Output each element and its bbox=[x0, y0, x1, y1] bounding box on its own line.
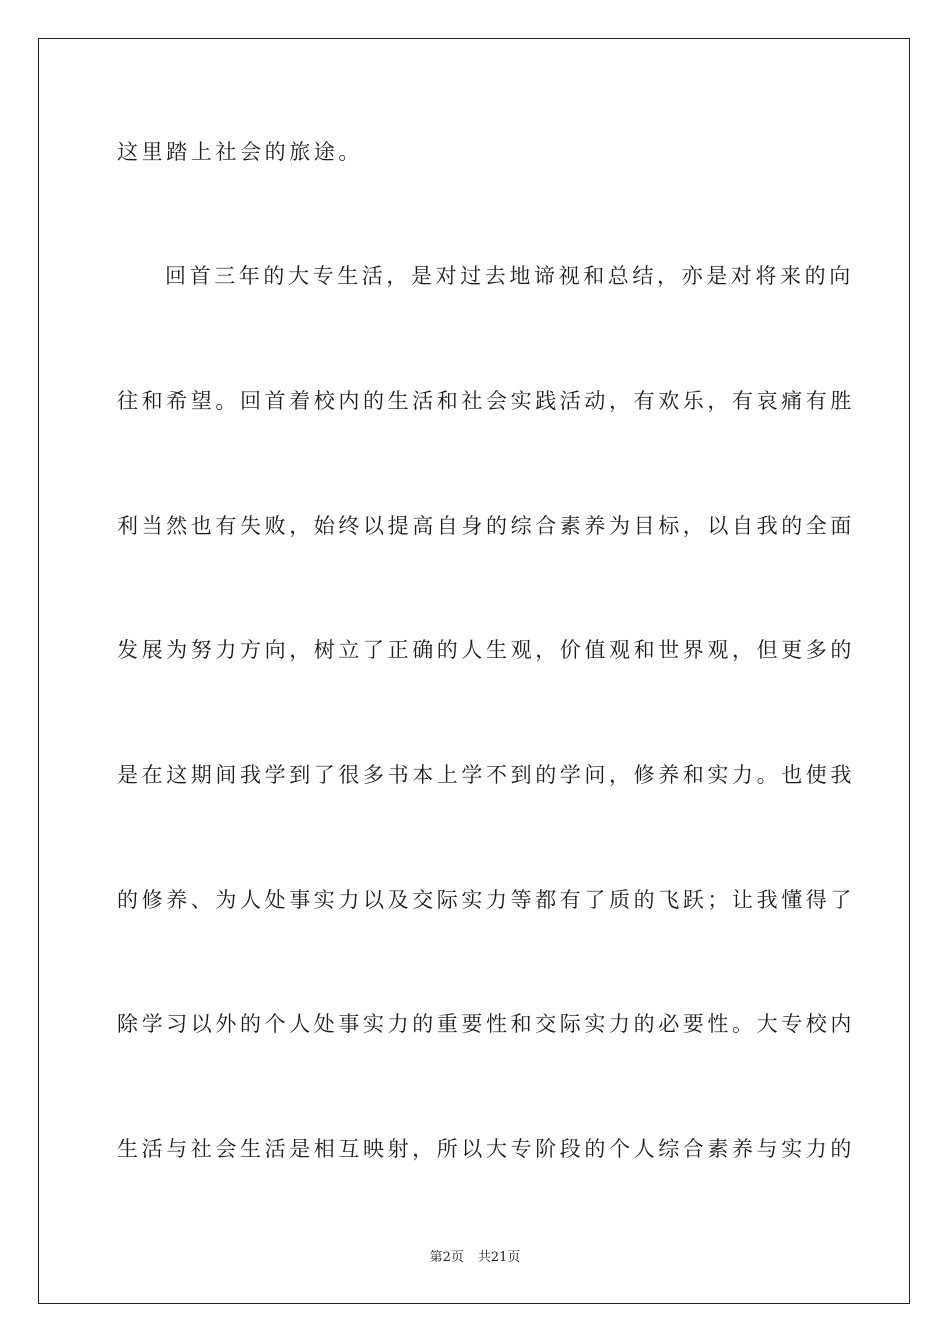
text-line-1: 这里踏上社会的旅途。 bbox=[117, 140, 363, 164]
page-total: 共21页 bbox=[477, 1250, 521, 1265]
text-line-7: 的修养、为人处事实力以及交际实力等都有了质的飞跃；让我懂得了 bbox=[117, 888, 855, 912]
text-line-4: 利当然也有失败，始终以提高自身的综合素养为目标，以自我的全面 bbox=[117, 514, 855, 538]
text-line-5: 发展为努力方向，树立了正确的人生观，价值观和世界观，但更多的 bbox=[117, 638, 855, 662]
page-number: 第2页 bbox=[429, 1250, 464, 1265]
text-line-8: 除学习以外的个人处事实力的重要性和交际实力的必要性。大专校内 bbox=[117, 1012, 855, 1036]
text-line-6: 是在这期间我学到了很多书本上学不到的学问，修养和实力。也使我 bbox=[117, 763, 855, 787]
text-line-3: 往和希望。回首着校内的生活和社会实践活动，有欢乐，有哀痛有胜 bbox=[117, 389, 855, 413]
text-line-9: 生活与社会生活是相互映射，所以大专阶段的个人综合素养与实力的 bbox=[117, 1137, 855, 1161]
page-footer bbox=[0, 1246, 950, 1265]
page-frame bbox=[38, 38, 910, 1304]
paragraph-first-line: 回首三年的大专生活，是对过去地谛视和总结，亦是对将来的向 bbox=[165, 264, 854, 288]
